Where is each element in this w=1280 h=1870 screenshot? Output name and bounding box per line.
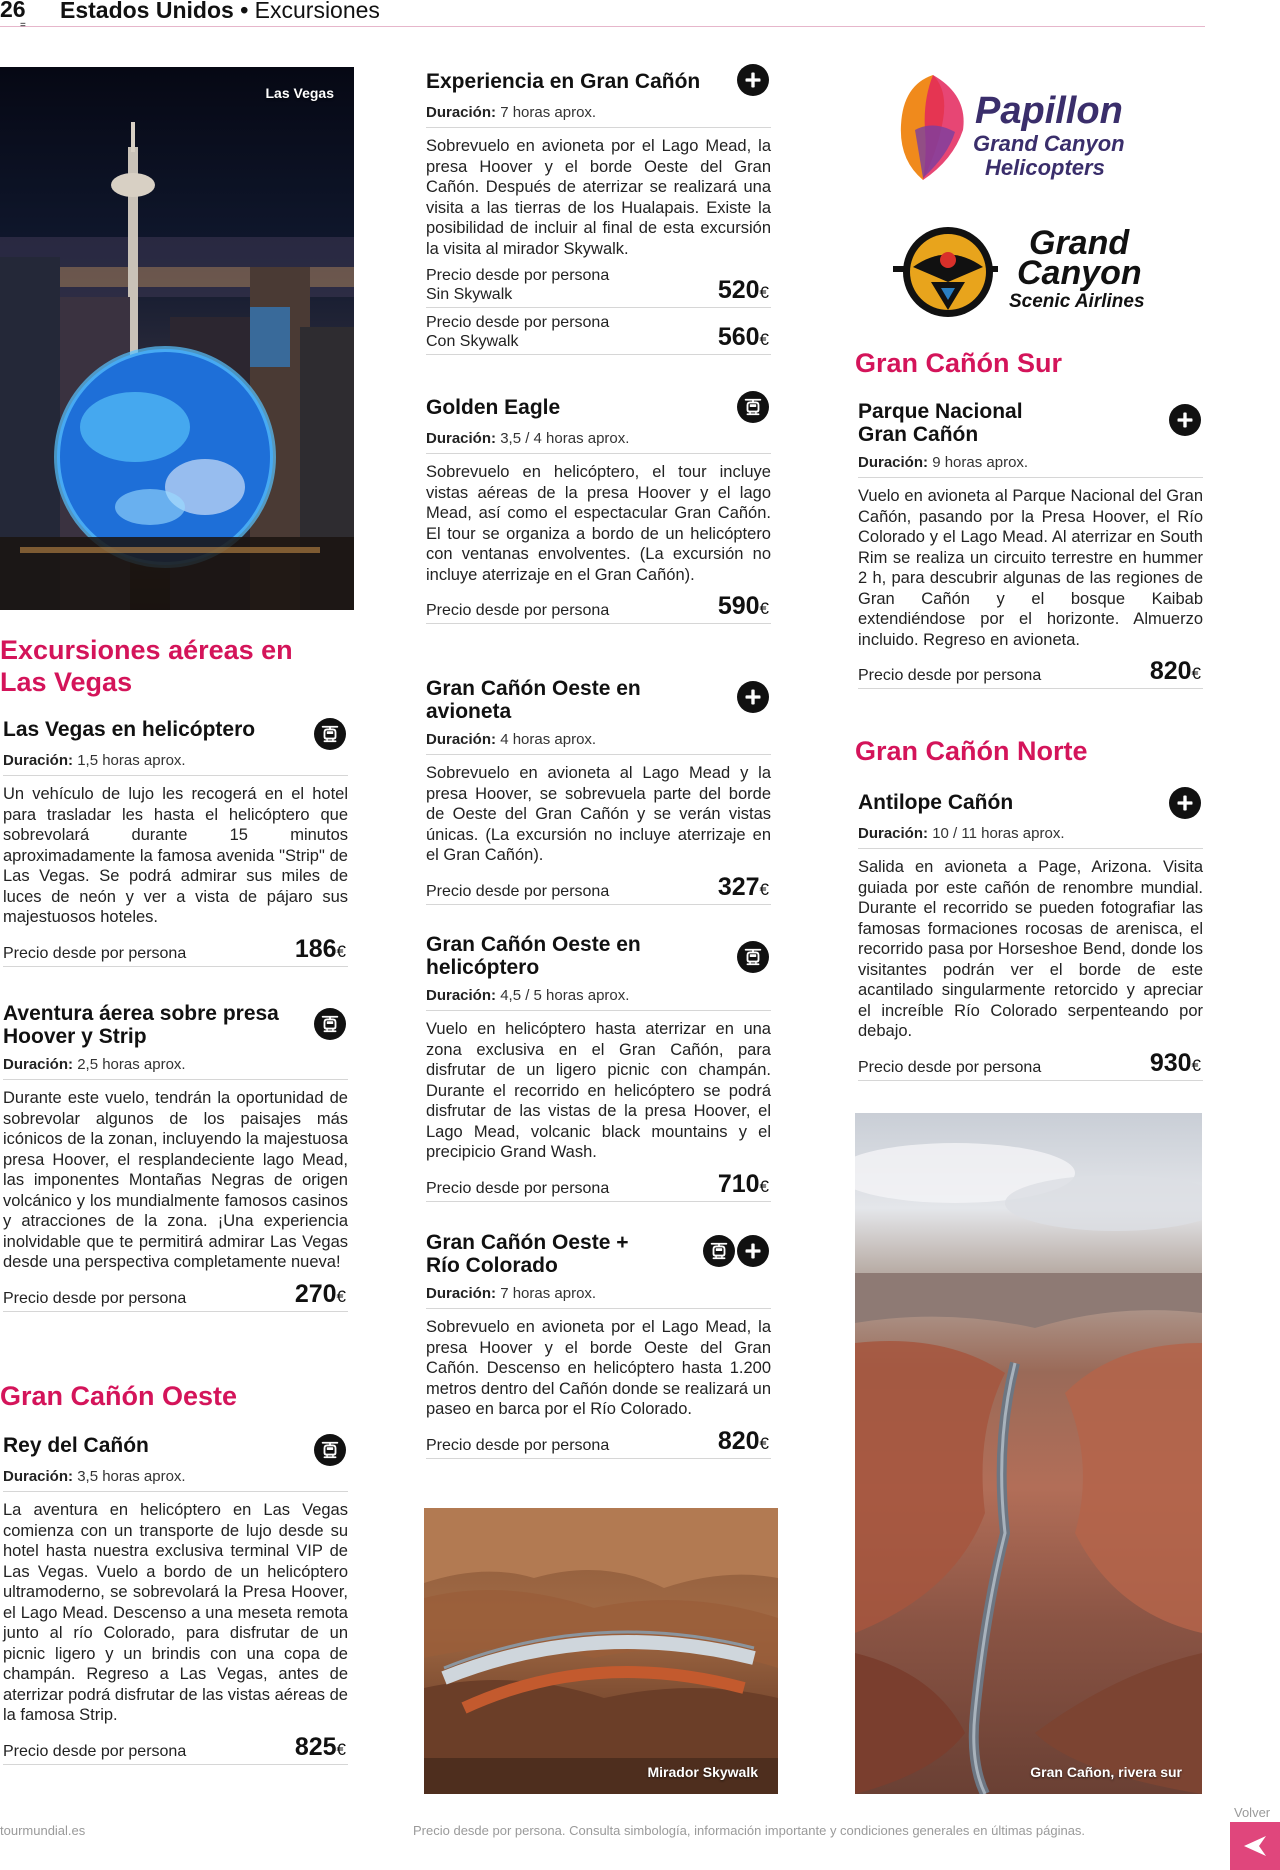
tour-head <box>3 1434 348 1460</box>
page-number: 26 <box>0 0 26 22</box>
tour-icons <box>737 391 769 423</box>
plane-icon <box>737 1235 769 1267</box>
tour-price: 710€ <box>717 1169 769 1198</box>
price-label: Precio desde por persona <box>426 1436 610 1454</box>
tour-duration: Duración: 1,5 horas aprox. <box>3 752 348 776</box>
price-label: Precio desde por persona <box>3 1742 187 1760</box>
tour-golden-eagle <box>426 396 771 624</box>
tour-icons <box>737 941 769 973</box>
price-label: Precio desde por persona <box>426 602 610 619</box>
tour-head <box>426 677 771 723</box>
price-label: Precio desde por persona <box>426 882 610 900</box>
section-title-vegas: Excursiones aéreas en Las Vegas <box>0 635 293 697</box>
tour-duration: Duración: 4,5 / 5 horas aprox. <box>426 987 771 1011</box>
tour-icons <box>314 718 346 750</box>
tour-head <box>426 933 771 979</box>
las-vegas-photo <box>0 67 354 610</box>
price-label: Precio desde por persona Con Skywalk <box>426 314 610 350</box>
tour-oeste-rio-colorado <box>426 1231 771 1459</box>
tour-price-row <box>426 872 771 905</box>
helicopter-icon <box>737 391 769 423</box>
tour-las-vegas-helicoptero <box>3 718 348 967</box>
tour-description: Sobrevuelo en avioneta al Lago Mead y la presa Hoover, se sobrevuela parte del borde de Oeste del Gran Cañón y se verán vistas únicas. (La excursión no incluye aterrizaje en el Gran Cañón). <box>426 764 771 864</box>
footer-note: Precio desde por persona. Consulta simbología, información importante y condiciones generales en últimas páginas. <box>413 1823 1086 1838</box>
tour-duration: Duración: 3,5 / 4 horas aprox. <box>426 430 771 454</box>
tour-description: Sobrevuelo en avioneta por el Lago Mead, la presa Hoover y el borde Oeste del Gran Cañón. Descenso en helicóptero hasta 1.200 metros dentro del Cañón donde se realizará un paseo en barca por el Río Colorado. <box>426 1318 771 1418</box>
scenic-airlines-logo <box>893 222 1153 322</box>
tour-duration: Duración: 3,5 horas aprox. <box>3 1468 348 1492</box>
price-label: Precio desde por persona <box>3 944 187 962</box>
tour-description: Durante este vuelo, tendrán la oportunidad de sobrevolar algunos de los paisajes más icónicos de la zonan, incluyendo la majestuosa presa Hoover, el resplandeciente lago Mead, las imponentes Montañas Negras de origen volcánico y los mundialmente famosos casinos y atracciones de la zona. ¡Una experiencia inolvidable que te permitirá admirar Las Vegas desde una perspectiva completamente nueva! <box>3 1089 348 1271</box>
tour-description: La aventura en helicóptero en Las Vegas comienza con un transporte de lujo desde su hotel hasta nuestra exclusiva terminal VIP de Las Vegas. Vuelo a bordo de un helicóptero ultramoderno, se sobrevolará la Presa Hoover, el Lago Mead. Descenso a una meseta remota junto al río Colorado, para disfrutar de un picnic ligero y un brindis con una copa de champán. Regreso a Las Vegas, antes de aterrizar podrá disfrutar de las vistas aéreas de la famosa Strip. <box>3 1501 348 1724</box>
price-label: Precio desde por persona Sin Skywalk <box>426 267 610 303</box>
tour-icons <box>314 1008 346 1040</box>
tour-description: Vuelo en avioneta al Parque Nacional del Gran Cañón, pasando por la Presa Hoover, el Río Colorado y el Lago Mead. Al aterrizar en South Rim se realiza un circuito terrestre en hummer 2 h, para descubrir algunas de las regiones de Gran Cañón y el bosque Kaibab extendiéndose por el horizonte. Almuerzo incluido. Regreso en avioneta. <box>858 487 1203 649</box>
tour-head <box>426 1231 771 1277</box>
tour-description: Sobrevuelo en avioneta por el Lago Mead, la presa Hoover y el borde Oeste del Gran Cañón. Después de aterrizar se realizará una visita a las tierras de los Hualapais. Existe la posibilidad de incluir al final de esta excursión la visita al mirador Skywalk. <box>426 137 771 258</box>
scenic-sun-icon <box>893 222 998 322</box>
tour-head <box>3 718 348 744</box>
tour-price: 520€ <box>717 276 769 304</box>
tour-price-row-con-skywalk <box>426 314 771 355</box>
tour-icons <box>703 1235 769 1267</box>
tour-name: Experiencia en Gran Cañón <box>426 70 701 93</box>
back-label[interactable]: Volver <box>1234 1805 1271 1820</box>
tour-head <box>3 1002 348 1048</box>
tour-duration: Duración: 7 horas aprox. <box>426 104 771 128</box>
helicopter-icon <box>314 1434 346 1466</box>
footer-site[interactable]: tourmundial.es <box>0 1823 86 1838</box>
papillon-logo <box>893 70 1133 185</box>
tour-icons <box>737 64 769 96</box>
skywalk-caption: Mirador Skywalk <box>647 1764 758 1780</box>
tour-price-row <box>426 592 771 624</box>
tour-price: 825€ <box>294 1732 346 1761</box>
tour-price-row <box>858 657 1203 689</box>
tour-duration: Duración: 10 / 11 horas aprox. <box>858 825 1203 849</box>
tour-head <box>426 70 771 96</box>
tour-duration: Duración: 9 horas aprox. <box>858 454 1203 478</box>
tour-antilope-canon <box>858 791 1203 1081</box>
papillon-name: Papillon <box>975 90 1123 132</box>
tour-price: 270€ <box>294 1279 346 1308</box>
tour-icons <box>314 1434 346 1466</box>
back-button[interactable] <box>1230 1822 1280 1870</box>
plane-icon <box>1169 404 1201 436</box>
plane-icon <box>737 64 769 96</box>
tour-price: 186€ <box>294 934 346 963</box>
helicopter-icon <box>314 1008 346 1040</box>
page-number-mark: = <box>20 20 26 31</box>
page-header <box>0 0 1205 31</box>
plane-icon <box>737 681 769 713</box>
price-label: Precio desde por persona <box>3 1289 187 1307</box>
page-title-section: Excursiones <box>254 0 380 23</box>
tour-name: Golden Eagle <box>426 396 561 419</box>
tour-name: Rey del Cañón <box>3 1434 149 1457</box>
price-label: Precio desde por persona <box>858 667 1042 684</box>
tour-icons <box>737 681 769 713</box>
tour-head <box>426 396 771 422</box>
scenic-line3: Scenic Airlines <box>1009 291 1145 312</box>
tour-price: 820€ <box>717 1426 769 1455</box>
tour-price-row <box>3 1279 348 1312</box>
tour-price-row <box>3 934 348 967</box>
tour-aventura-hoover-strip <box>3 1002 348 1312</box>
tour-description: Un vehículo de lujo les recogerá en el hotel para trasladar les hasta el helicóptero que sobrevolará durante 15 minutos aproximadamente la famosa avenida "Strip" de Las Vegas. Se podrá admirar sus miles de luces de neón y ver a vista de pájaro sus majestuosos hoteles. <box>3 785 348 926</box>
price-label: Precio desde por persona <box>858 1058 1042 1076</box>
tour-price-row <box>3 1732 348 1765</box>
plane-icon <box>1169 787 1201 819</box>
tour-price: 560€ <box>717 323 769 351</box>
tour-price-row <box>426 1426 771 1459</box>
price-label: Precio desde por persona <box>426 1179 610 1197</box>
skywalk-illustration <box>424 1508 778 1794</box>
tour-description: Salida en avioneta a Page, Arizona. Visita guiada por este cañón de renombre mundial. Durante el recorrido se pueden fotografiar las famosas formaciones rocosas de arenisca, el recorrido pasa por Horseshoe Bend, donde los visitantes podrán ver el borde de este acantilado singularmente retorcido y apreciar el increíble Río Colorado serpenteando por debajo. <box>858 858 1203 1040</box>
canyon-south-photo <box>855 1113 1202 1794</box>
tour-description: Vuelo en helicóptero hasta aterrizar en una zona exclusiva en el Gran Cañón, para disfrutar de un ligero picnic con champán. Durante el recorrido en helicóptero se podrá disfrutar de las vistas de la presa Hoover, el Lago Mead, volcanic black mountains y el precipicio Grand Wash. <box>426 1020 771 1161</box>
tour-rey-del-canon <box>3 1434 348 1765</box>
tour-oeste-avioneta <box>426 677 771 905</box>
tour-price: 327€ <box>717 872 769 901</box>
tour-icons <box>1169 404 1201 436</box>
papillon-line3: Helicopters <box>985 155 1105 180</box>
skywalk-photo <box>424 1508 778 1794</box>
tour-name: Gran Cañón Oeste en helicóptero <box>426 933 641 979</box>
helicopter-icon <box>703 1235 735 1267</box>
section-title-norte: Gran Cañón Norte <box>855 736 1088 766</box>
tour-description: Sobrevuelo en helicóptero, el tour incluye vistas aéreas de la presa Hoover y el lago Mead, así como el espectacular Gran Cañón. El tour se organiza a bordo de un helicóptero con ventanas envolventes. (La excursión no incluye aterrizaje en el Gran Cañón). <box>426 463 771 584</box>
tour-price-row-sin-skywalk <box>426 267 771 308</box>
tour-icons <box>1169 787 1201 819</box>
tour-duration: Duración: 2,5 horas aprox. <box>3 1056 348 1080</box>
tour-name: Parque Nacional Gran Cañón <box>858 400 1023 446</box>
helicopter-icon <box>737 941 769 973</box>
page-title-country: Estados Unidos <box>60 0 234 23</box>
tour-name: Aventura áerea sobre presa Hoover y Strip <box>3 1002 279 1048</box>
arrow-left-icon <box>1242 1833 1268 1859</box>
tour-head <box>858 791 1203 817</box>
tour-name: Gran Cañón Oeste + Río Colorado <box>426 1231 629 1277</box>
tour-experiencia-gran-canon <box>426 70 771 355</box>
tour-name: Antilope Cañón <box>858 791 1014 814</box>
tour-parque-nacional <box>858 400 1203 689</box>
tour-duration: Duración: 7 horas aprox. <box>426 1285 771 1309</box>
canyon-south-caption: Gran Cañon, rivera sur <box>1030 1764 1182 1780</box>
tour-head <box>858 400 1203 446</box>
tour-price: 930€ <box>1149 1048 1201 1077</box>
section-title-oeste: Gran Cañón Oeste <box>0 1381 238 1411</box>
tour-oeste-helicoptero <box>426 933 771 1202</box>
tour-price-row <box>426 1169 771 1202</box>
tour-duration: Duración: 4 horas aprox. <box>426 731 771 755</box>
tour-price: 820€ <box>1149 657 1201 685</box>
scenic-line1: Grand <box>1029 224 1130 262</box>
las-vegas-illustration <box>0 67 354 610</box>
scenic-line2: Canyon <box>1017 254 1142 292</box>
page-title-separator: • <box>240 0 249 23</box>
papillon-line2: Grand Canyon <box>973 131 1125 156</box>
las-vegas-caption: Las Vegas <box>265 85 334 101</box>
canyon-illustration <box>855 1113 1202 1794</box>
papillon-butterfly-icon <box>893 70 973 185</box>
tour-name: Las Vegas en helicóptero <box>3 718 256 741</box>
helicopter-icon <box>314 718 346 750</box>
tour-name: Gran Cañón Oeste en avioneta <box>426 677 641 723</box>
page-title <box>60 0 380 24</box>
tour-price: 590€ <box>717 592 769 620</box>
tour-price-row <box>858 1048 1203 1081</box>
section-title-sur: Gran Cañón Sur <box>855 348 1063 378</box>
